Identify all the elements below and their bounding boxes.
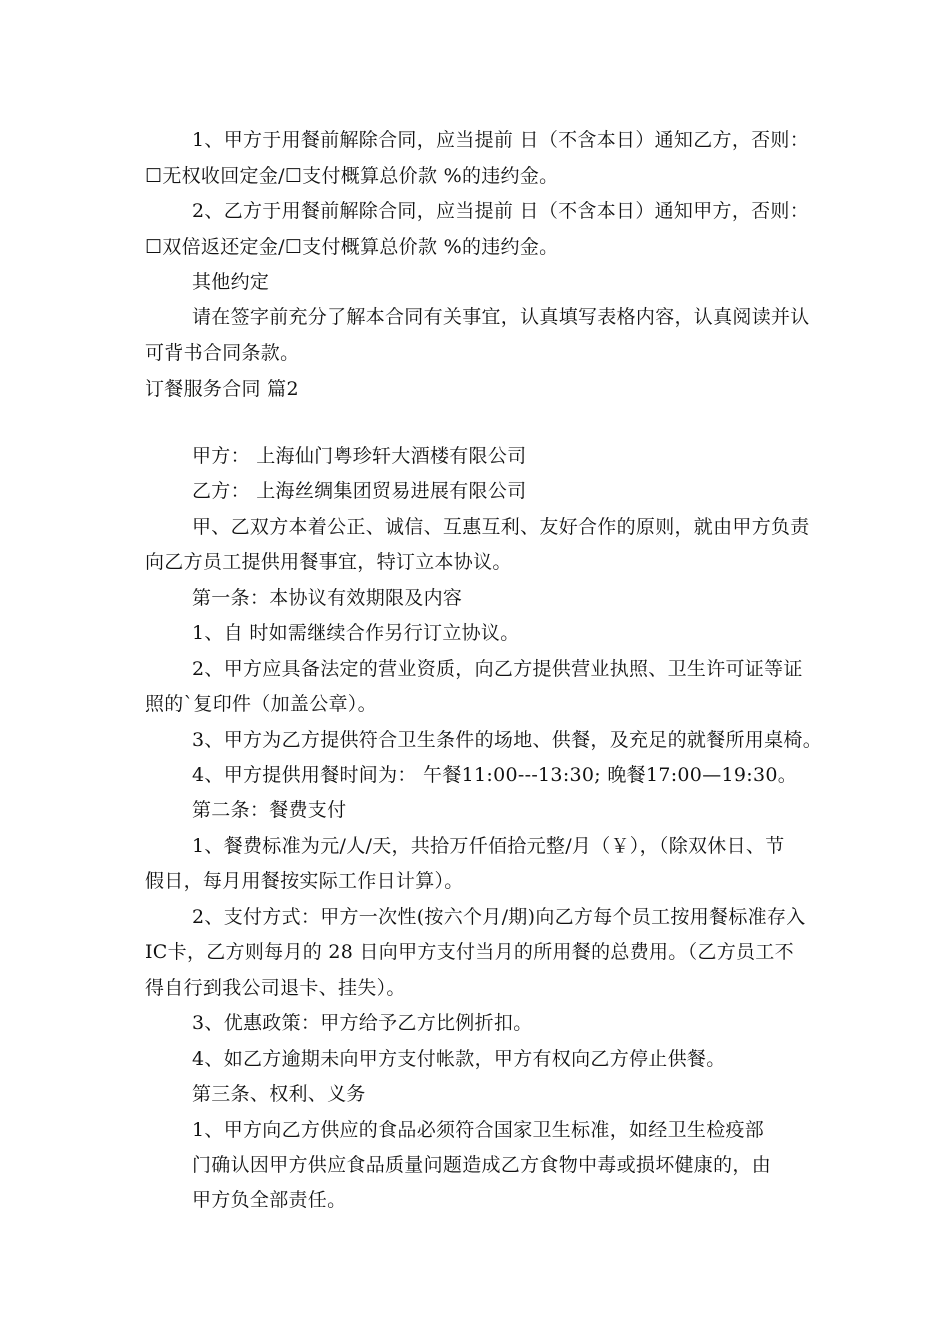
article-three-item-1: 1、甲方向乙方供应的食品必须符合国家卫生标准，如经卫生检疫部 [192,1119,765,1141]
clause-yi-cancel: 2、乙方于用餐前解除合同，应当提前 日（不含本日）通知甲方，否则： [192,200,810,222]
article-three-heading: 第三条、权利、义务 [192,1083,366,1105]
paragraph-signing-note-cont: 可背书合同条款。 [145,342,300,364]
clause-yi-cancel-options: ☐双倍返还定金/☐支付概算总价款 %的违约金。 [145,236,559,258]
article-one-heading: 第一条：本协议有效期限及内容 [192,587,463,609]
article-two-item-2-cont: IC卡，乙方则每月的 28 日向甲方支付当月的所用餐的总费用。（乙方员工不 [145,941,794,963]
paragraph-preamble-cont: 向乙方员工提供用餐事宜，特订立本协议。 [145,551,512,573]
article-one-item-3: 3、甲方为乙方提供符合卫生条件的场地、供餐，及充足的就餐所用桌椅。 [192,729,822,751]
article-two-item-1: 1、餐费标准为元/人/天，共拾万仟佰拾元整/月（￥），（除双休日、节 [192,835,785,857]
article-one-item-4: 4、甲方提供用餐时间为： 午餐11:00---13:30; 晚餐17:00—19:30。 [192,764,798,786]
article-one-item-2-cont: 照的`复印件（加盖公章）。 [145,693,377,715]
paragraph-preamble: 甲、乙双方本着公正、诚信、互惠互利、友好合作的原则，就由甲方负责 [192,516,810,538]
party-b: 乙方： 上海丝绸集团贸易进展有限公司 [192,480,527,502]
paragraph-signing-note: 请在签字前充分了解本合同有关事宜，认真填写表格内容，认真阅读并认 [192,306,810,328]
article-two-item-2: 2、支付方式：甲方一次性(按六个月/期)向乙方每个员工按用餐标准存入 [192,906,806,928]
article-two-item-4: 4、如乙方逾期未向甲方支付帐款，甲方有权向乙方停止供餐。 [192,1048,726,1070]
article-two-heading: 第二条：餐费支付 [192,799,347,821]
article-one-item-1: 1、自 时如需继续合作另行订立协议。 [192,622,520,644]
article-two-item-3: 3、优惠政策：甲方给予乙方比例折扣。 [192,1012,533,1034]
party-a: 甲方： 上海仙门粤珍轩大酒楼有限公司 [192,445,527,467]
contract-title: 订餐服务合同 篇2 [145,378,299,400]
section-heading-other: 其他约定 [192,271,270,293]
article-two-item-2-cont2: 得自行到我公司退卡、挂失）。 [145,977,406,999]
article-two-item-1-cont: 假日，每月用餐按实际工作日计算）。 [145,870,464,892]
article-three-item-1-cont: 门确认因甲方供应食品质量问题造成乙方食物中毒或损坏健康的，由 [192,1154,772,1176]
article-three-item-1-cont2: 甲方负全部责任。 [192,1189,347,1211]
clause-jia-cancel: 1、甲方于用餐前解除合同，应当提前 日（不含本日）通知乙方，否则： [192,129,810,151]
article-one-item-2: 2、甲方应具备法定的营业资质，向乙方提供营业执照、卫生许可证等证 [192,658,803,680]
clause-jia-cancel-options: ☐无权收回定金/☐支付概算总价款 %的违约金。 [145,165,559,187]
